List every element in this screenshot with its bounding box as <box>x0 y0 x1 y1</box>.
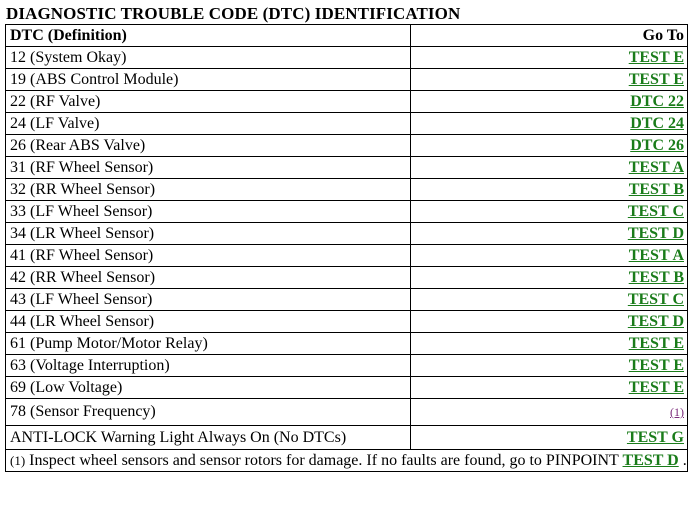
goto-link[interactable]: TEST D <box>627 224 684 242</box>
dtc-definition: 43 (LF Wheel Sensor) <box>6 289 411 311</box>
dtc-definition: 19 (ABS Control Module) <box>6 69 411 91</box>
table-row <box>6 399 688 426</box>
goto-link[interactable]: TEST E <box>628 334 684 352</box>
goto-link[interactable]: TEST E <box>628 70 684 88</box>
table-row <box>6 135 688 157</box>
goto-cell <box>411 157 688 179</box>
table-row <box>6 157 688 179</box>
goto-cell <box>411 113 688 135</box>
goto-link[interactable]: TEST E <box>628 378 684 396</box>
footnote-row <box>6 450 688 472</box>
table-row <box>6 223 688 245</box>
dtc-definition: ANTI-LOCK Warning Light Always On (No DTCs) <box>6 426 411 450</box>
column-header-goto: Go To <box>411 25 688 47</box>
goto-link[interactable]: TEST E <box>628 356 684 374</box>
goto-link[interactable]: TEST A <box>628 246 684 264</box>
table-row <box>6 289 688 311</box>
column-header-dtc: DTC (Definition) <box>6 25 411 47</box>
table-row <box>6 333 688 355</box>
goto-link[interactable]: TEST C <box>627 290 684 308</box>
dtc-definition: 34 (LR Wheel Sensor) <box>6 223 411 245</box>
footnote-period: . <box>682 451 687 469</box>
goto-link[interactable]: TEST A <box>628 158 684 176</box>
goto-cell <box>411 47 688 69</box>
goto-cell <box>411 267 688 289</box>
table-row <box>6 91 688 113</box>
table-row <box>6 245 688 267</box>
dtc-definition: 42 (RR Wheel Sensor) <box>6 267 411 289</box>
footnote-cell <box>6 450 688 472</box>
goto-cell <box>411 135 688 157</box>
goto-cell <box>411 377 688 399</box>
table-row <box>6 179 688 201</box>
dtc-definition: 78 (Sensor Frequency) <box>6 399 411 426</box>
dtc-definition: 32 (RR Wheel Sensor) <box>6 179 411 201</box>
goto-cell <box>411 201 688 223</box>
dtc-definition: 26 (Rear ABS Valve) <box>6 135 411 157</box>
footnote-marker: (1) <box>10 452 26 468</box>
page-title: DIAGNOSTIC TROUBLE CODE (DTC) IDENTIFICATION <box>6 4 461 23</box>
table-row <box>6 355 688 377</box>
goto-link[interactable]: TEST C <box>627 202 684 220</box>
goto-cell <box>411 355 688 377</box>
table-row <box>6 267 688 289</box>
table-row <box>6 113 688 135</box>
dtc-definition: 31 (RF Wheel Sensor) <box>6 157 411 179</box>
dtc-definition: 69 (Low Voltage) <box>6 377 411 399</box>
table-row <box>6 377 688 399</box>
goto-link[interactable]: TEST E <box>628 48 684 66</box>
dtc-definition: 33 (LF Wheel Sensor) <box>6 201 411 223</box>
dtc-definition: 24 (LF Valve) <box>6 113 411 135</box>
footnote-test-link[interactable]: TEST D <box>622 451 679 469</box>
dtc-definition: 12 (System Okay) <box>6 47 411 69</box>
goto-link[interactable]: TEST D <box>627 312 684 330</box>
goto-link[interactable]: TEST G <box>626 428 684 446</box>
goto-link[interactable]: TEST B <box>628 268 684 286</box>
dtc-definition: 41 (RF Wheel Sensor) <box>6 245 411 267</box>
table-row <box>6 426 688 450</box>
goto-link[interactable]: DTC 22 <box>630 92 684 110</box>
goto-cell <box>411 426 688 450</box>
goto-cell <box>411 311 688 333</box>
table-row <box>6 311 688 333</box>
goto-cell <box>411 69 688 91</box>
goto-cell <box>411 179 688 201</box>
goto-link[interactable]: DTC 24 <box>630 114 684 132</box>
dtc-definition: 22 (RF Valve) <box>6 91 411 113</box>
table-row <box>6 69 688 91</box>
goto-link[interactable]: DTC 26 <box>630 136 684 154</box>
goto-cell <box>411 399 688 426</box>
dtc-definition: 63 (Voltage Interruption) <box>6 355 411 377</box>
footnote-ref-link[interactable]: (1) <box>670 405 684 419</box>
footnote-text: Inspect wheel sensors and sensor rotors for damage. If no faults are found, go to PINPOINT <box>29 451 619 469</box>
goto-cell <box>411 245 688 267</box>
table-row <box>6 47 688 69</box>
goto-cell <box>411 333 688 355</box>
goto-cell <box>411 91 688 113</box>
dtc-definition: 44 (LR Wheel Sensor) <box>6 311 411 333</box>
table-row <box>6 201 688 223</box>
goto-cell <box>411 223 688 245</box>
goto-link[interactable]: TEST B <box>628 180 684 198</box>
dtc-table <box>5 24 688 472</box>
table-header-row <box>6 25 688 47</box>
dtc-definition: 61 (Pump Motor/Motor Relay) <box>6 333 411 355</box>
goto-cell <box>411 289 688 311</box>
